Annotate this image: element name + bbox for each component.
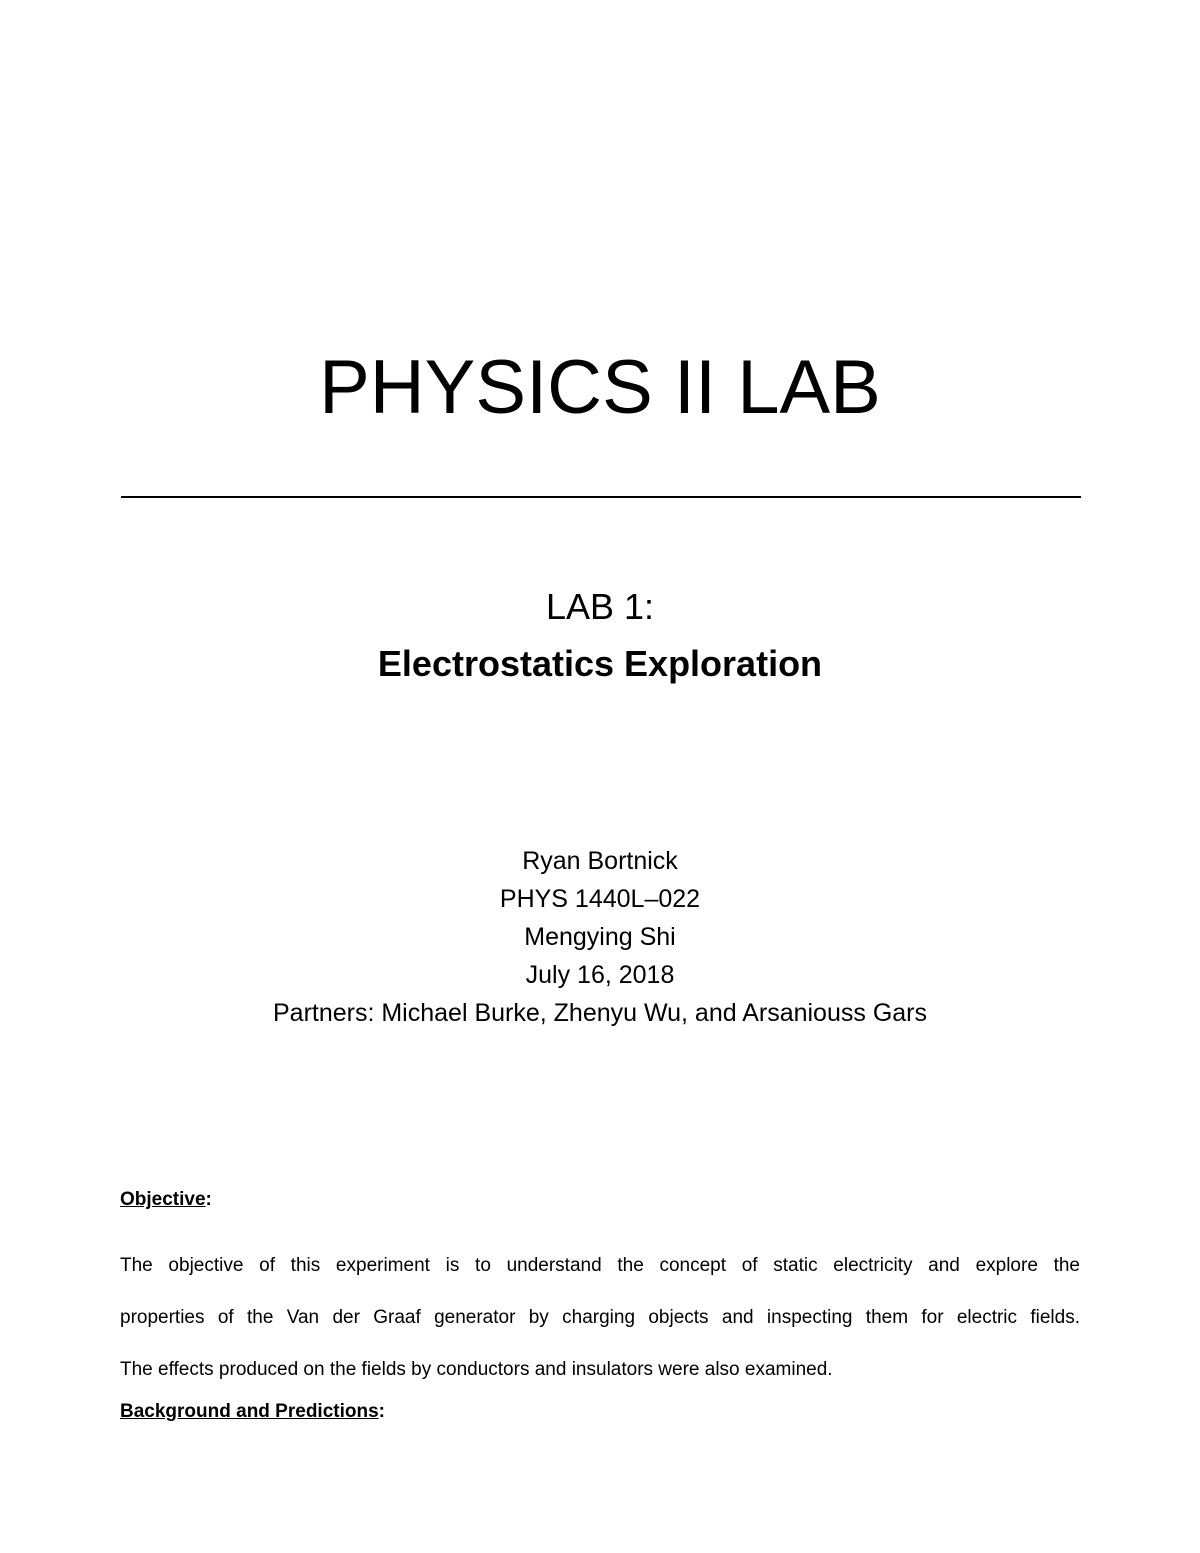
objective-line: The objective of this experiment is to understand the concept of static electricity and explore the	[120, 1255, 1080, 1276]
lab-partners: Partners: Michael Burke, Zhenyu Wu, and Arsaniouss Gars	[272, 999, 927, 1027]
objective-heading-text: Objective	[120, 1189, 206, 1210]
page-title: PHYSICS II LAB	[319, 345, 881, 430]
report-date: July 16, 2018	[525, 961, 675, 989]
objective-heading	[120, 1187, 212, 1213]
objective-line: The effects produced on the fields by conductors and insulators were also examined.	[120, 1359, 833, 1380]
objective-line: properties of the Van der Graaf generator by charging objects and inspecting them for electric fields.	[120, 1307, 1080, 1328]
title-divider	[121, 496, 1081, 498]
author-name: Ryan Bortnick	[522, 847, 678, 875]
background-heading	[120, 1399, 385, 1425]
objective-paragraph	[120, 1240, 1080, 1396]
author-info	[0, 842, 1200, 1032]
lab-number: LAB 1:	[545, 586, 655, 627]
course-code: PHYS 1440L–022	[499, 885, 701, 913]
instructor-name: Mengying Shi	[524, 923, 676, 951]
background-heading-colon: :	[378, 1401, 385, 1422]
background-heading-text: Background and Predictions	[120, 1401, 379, 1422]
objective-heading-colon: :	[205, 1189, 212, 1210]
lab-name: Electrostatics Exploration	[377, 643, 823, 684]
